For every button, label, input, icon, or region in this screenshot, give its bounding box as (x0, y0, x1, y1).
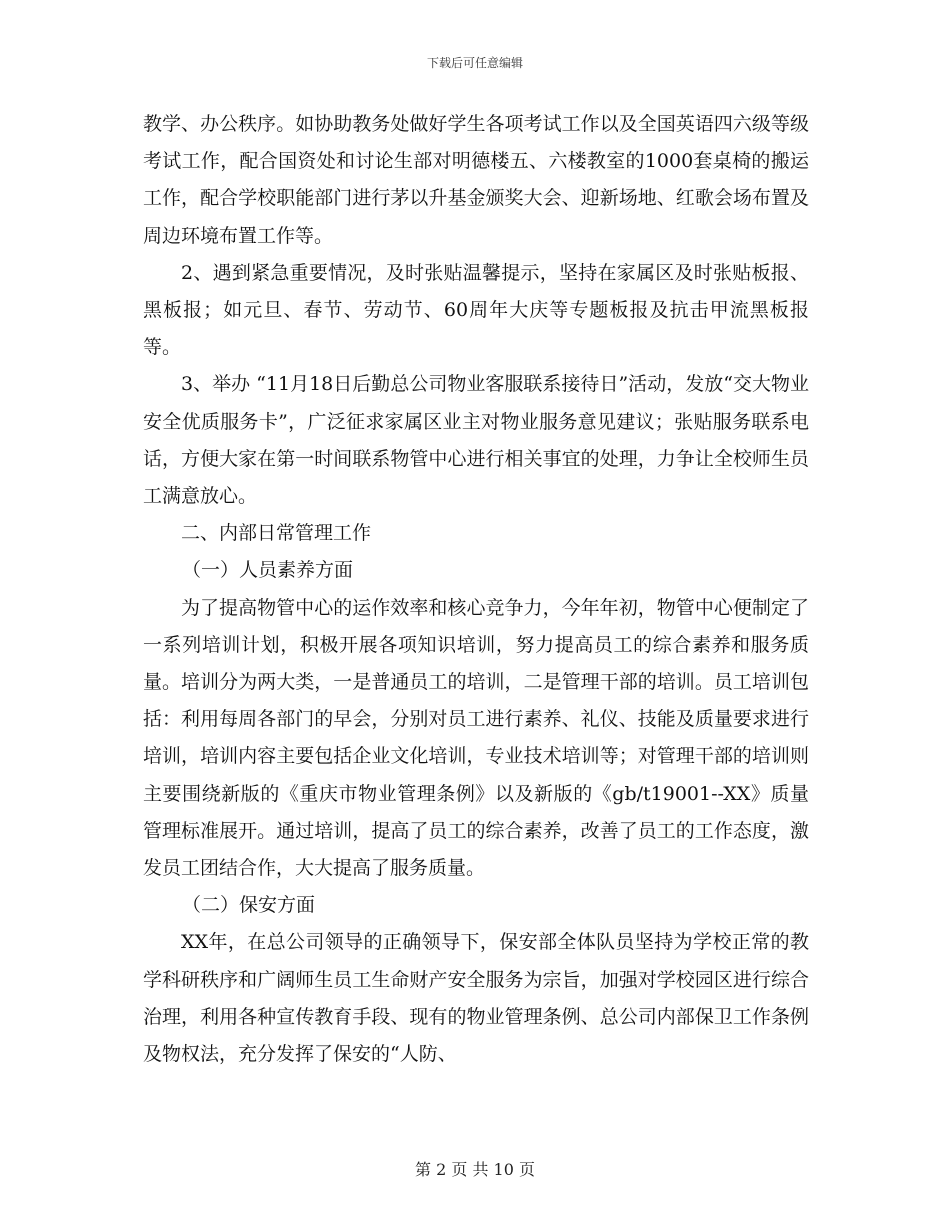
subsection-heading-personnel: （一）人员素养方面 (182, 559, 354, 582)
paragraph-item-2: 2、遇到紧急重要情况，及时张贴温馨提示，坚持在家属区及时张贴板报、黑板报；如元旦、春节、劳动节、60周年大庆等专题板报及抗击甲流黑板报等。 (143, 261, 809, 359)
paragraph-item-3: 3、举办 “11月18日后勤总公司物业客服联系接待日”活动，发放“交大物业安全优质服务卡”，广泛征求家属区业主对物业服务意见建议；张贴服务联系电话，方便大家在第一时间联系物管中心进行相关事宜的处理，力争让全校师生员工满意放心。 (143, 373, 809, 508)
paragraph-security: XX年，在总公司领导的正确领导下，保安部全体队员坚持为学校正常的教学科研秩序和广阔师生员工生命财产安全服务为宗旨，加强对学校园区进行综合治理，利用各种宣传教育手段、现有的物业管理条例、总公司内部保卫工作条例及物权法，充分发挥了保安的“人防、 (143, 931, 809, 1066)
section-heading-internal-management: 二、内部日常管理工作 (181, 522, 372, 545)
page-header: 下载后可任意编辑 (426, 56, 523, 70)
paragraph-training: 为了提高物管中心的运作效率和核心竞争力，今年年初，物管中心便制定了一系列培训计划，积极开展各项知识培训，努力提高员工的综合素养和服务质量。培训分为两大类，一是普通员工的培训，二是管理干部的培训。员工培训包括：利用每周各部门的早会，分别对员工进行素养、礼仪、技能及质量要求进行培训，培训内容主要包括企业文化培训，专业技术培训等；对管理干部的培训则主要围绕新版的《重庆市物业管理条例》以及新版的《gb/t19001--XX》质量管理标准展开。通过培训，提高了员工的综合素养，改善了员工的工作态度，激发员工团结合作，大大提高了服务质量。 (143, 596, 809, 880)
paragraph-continuation: 教学、办公秩序。如协助教务处做好学生各项考试工作以及全国英语四六级等级考试工作，配合国资处和讨论生部对明德楼五、六楼教室的1000套桌椅的搬运工作，配合学校职能部门进行茅以升基金颁奖大会、迎新场地、红歌会场布置及周边环境布置工作等。 (143, 113, 809, 247)
document-body (143, 106, 809, 1073)
subsection-heading-security: （二）保安方面 (182, 894, 316, 917)
page-footer: 第 2 页 共 10 页 (415, 1160, 535, 1179)
